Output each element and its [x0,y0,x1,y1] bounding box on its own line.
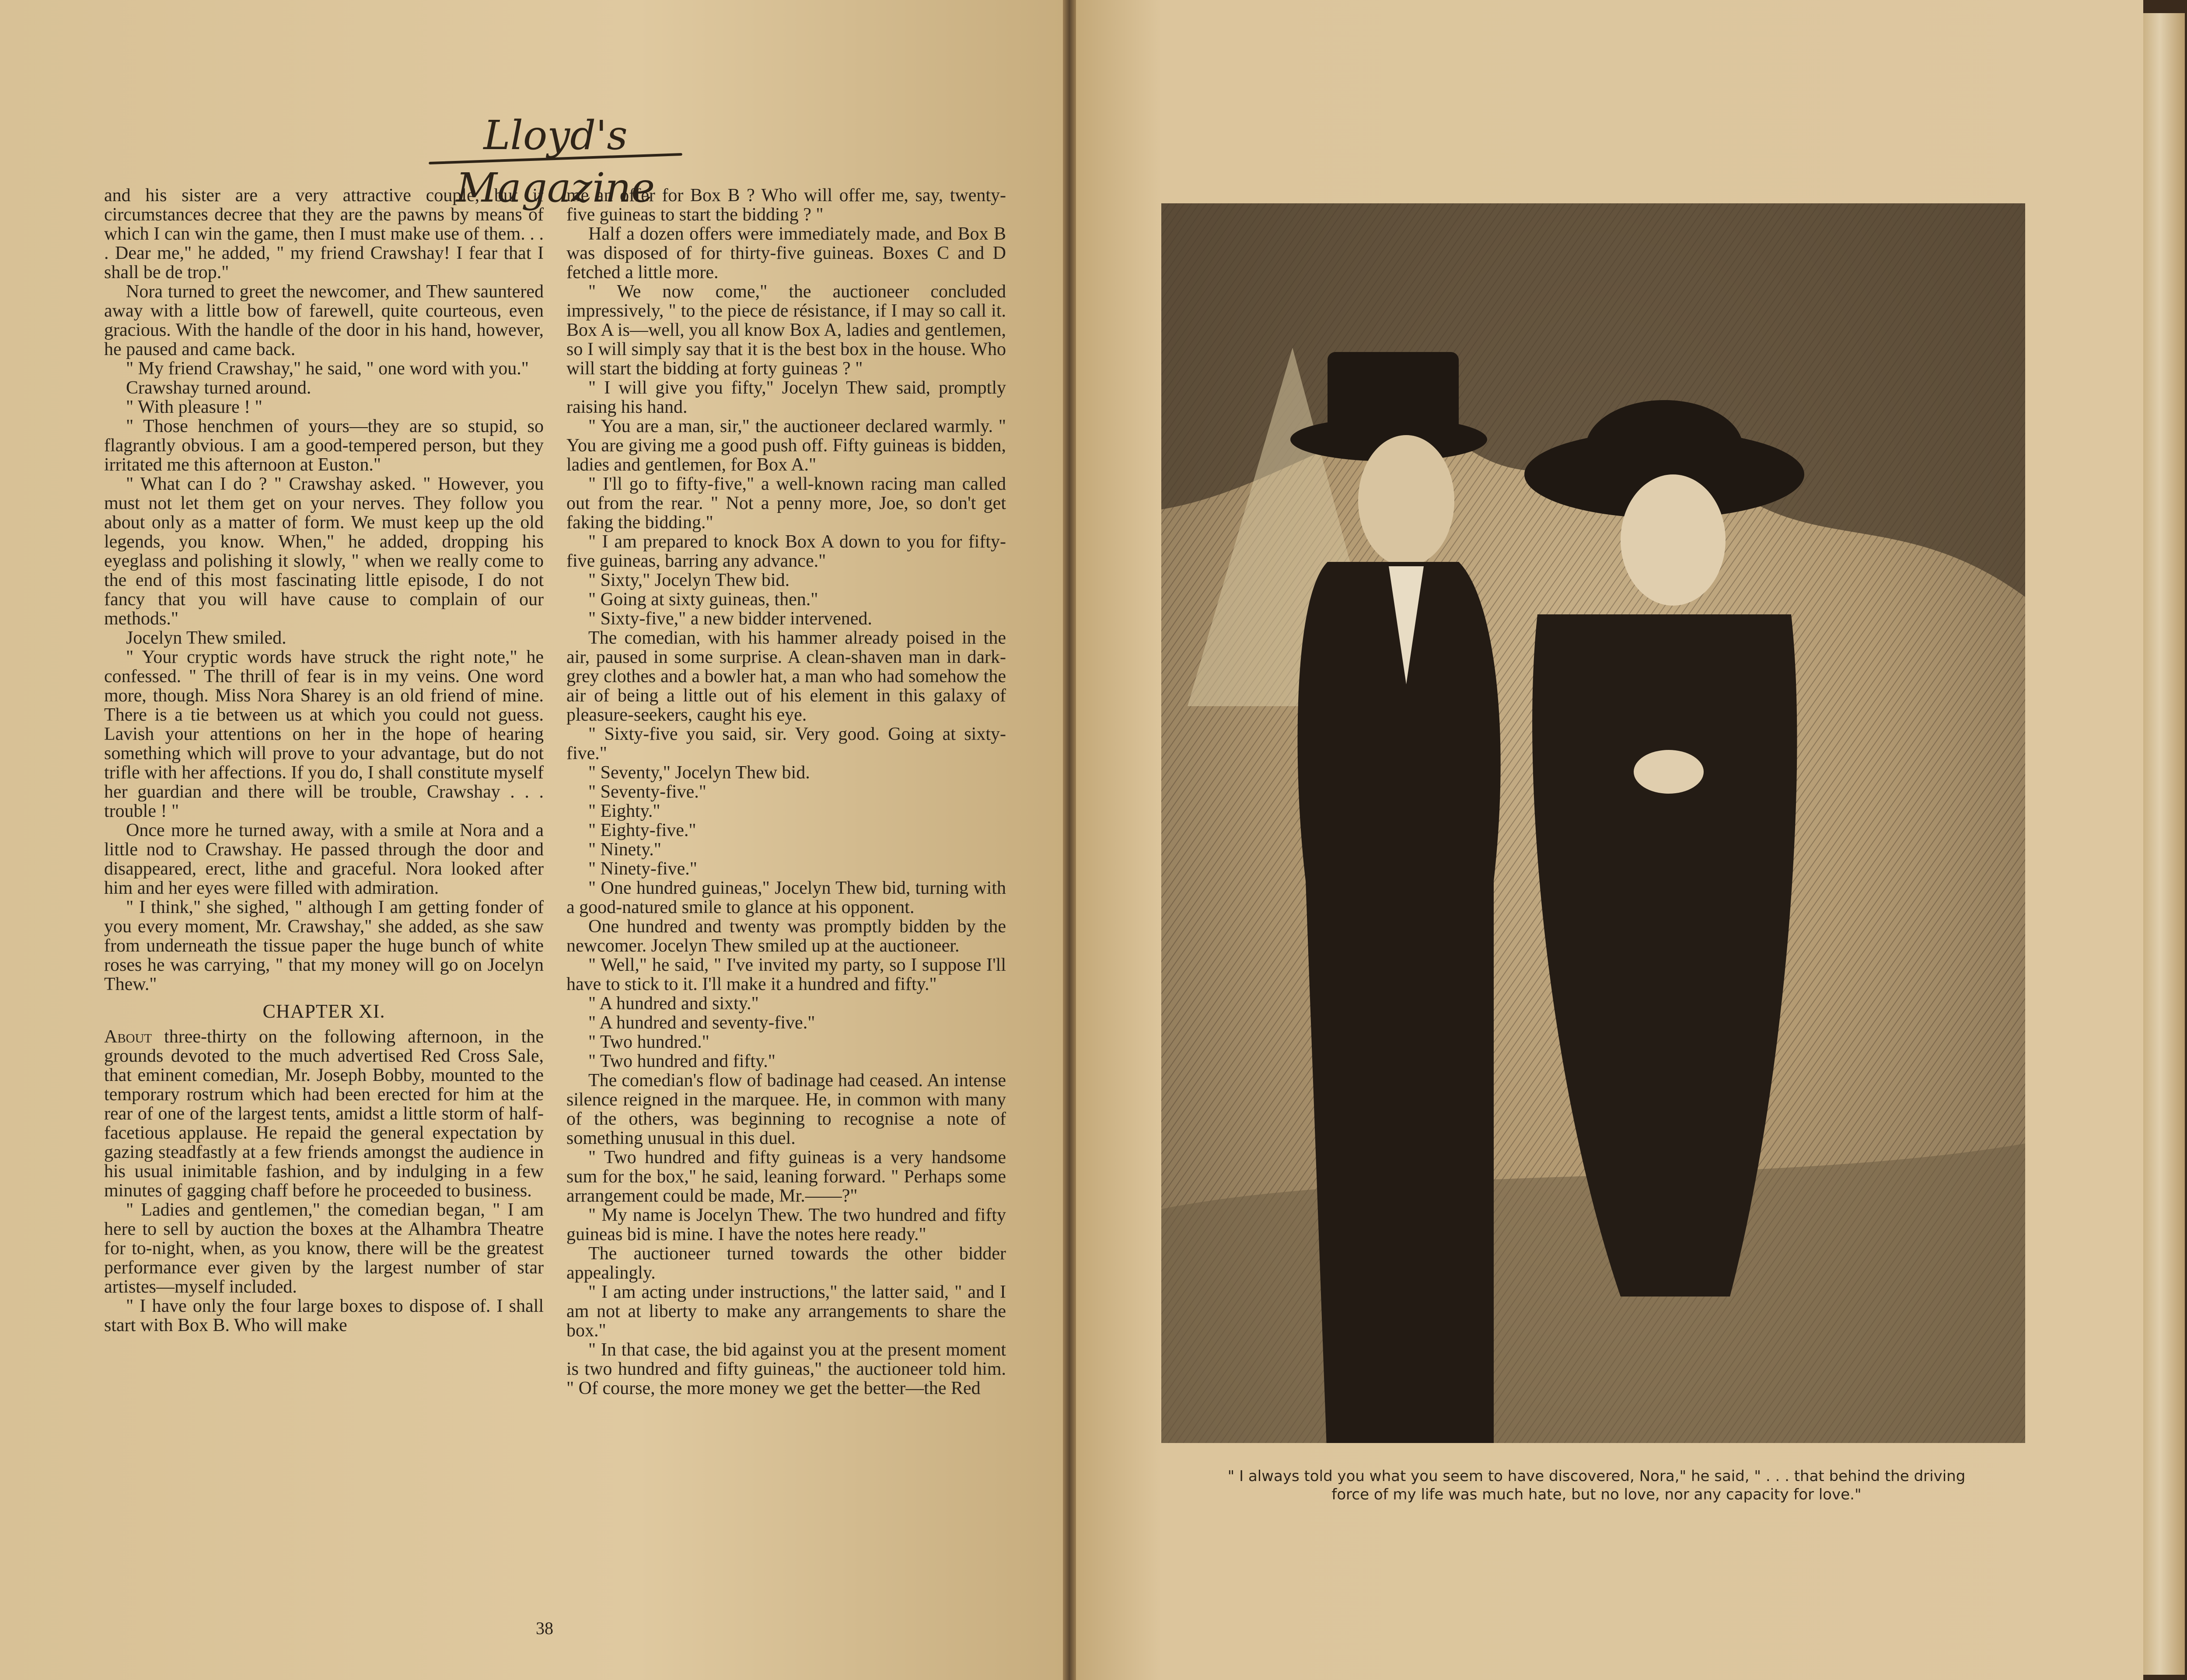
paragraph: Nora turned to greet the newcomer, and Thew sauntered away with a little bow of farewell, quite courteous, even gracious. With the handle of the door in his hand, however, he paused and came back. [104,282,544,359]
chapter-opening-paragraph [104,1027,544,1200]
illustration-caption [1181,1467,2012,1504]
page-number-left: 38 [536,1618,553,1638]
paragraph: " Your cryptic words have struck the right note," he confessed. " The thrill of fear is in my veins. One word more, though. Miss Nora Sharey is an old friend of mine. There is a tie between us at which you could not guess. Lavish your attentions on her in the hope of hearing something which will prove to your advantage, but do not trifle with her affections. If you do, I shall constitute myself her guardian and there will be trouble, Crawshay . . . trouble ! " [104,647,544,821]
text-column-2 [566,186,1006,1398]
paragraph: " Sixty," Jocelyn Thew bid. [588,570,790,590]
chapter-first-word: About [104,1027,152,1047]
paragraph: " I am acting under instructions," the latter said, " and I am not at liberty to make any arrangements to share the box." [566,1282,1006,1341]
page-edges [2143,13,2185,1675]
paragraph: " Ninety." [588,840,661,860]
paragraph: One hundred and twenty was promptly bidden by the newcomer. Jocelyn Thew smiled up at the auctioneer. [566,917,1006,956]
paragraph: " Eighty." [588,801,660,821]
caption-line-1: " I always told you what you seem to have discovered, Nora," he said, " . . . that behind the driving [1227,1467,1966,1485]
paragraph: Crawshay turned around. [126,378,311,398]
paragraph: " In that case, the bid against you at the present moment is two hundred and fifty guineas," the auctioneer told him. " Of course, the more money we get the better—the Red [566,1340,1006,1398]
paragraph: me an offer for Box B ? Who will offer me, say, twenty-five guineas to start the bidding ? " [566,185,1006,225]
chapter-opening-text: three-thirty on the following afternoon, in the grounds devoted to the much advertised Red Cross Sale, that eminent comedian, Mr. Joseph Bobby, mounted to the temporary rostrum which had been erected for him at the rear of one of the largest tents, amidst a little storm of half-facetious applause. He repaid the general expectation by gazing steadfastly at a few friends amongst the audience in his usual inimitable fashion, and by indulging in a few minutes of gagging chaff before he proceeded to business. [104,1027,544,1201]
story-illustration [1161,203,2025,1443]
paragraph: " Two hundred." [588,1032,709,1052]
paragraph: The comedian's flow of badinage had ceased. An intense silence reigned in the marquee. He, in common with many of the others, was beginning to recognise a note of something unusual in this duel. [566,1070,1006,1148]
paragraph: " Two hundred and fifty." [588,1051,776,1071]
paragraph: " Ladies and gentlemen," the comedian began, " I am here to sell by auction the boxes at the Alhambra Theatre for to-night, when, as you know, there will be the greatest performance ever given by the largest number of star artistes—myself included. [104,1200,544,1297]
paragraph: " Seventy-five." [588,782,706,802]
paragraph: " I'll go to fifty-five," a well-known racing man called out from the rear. " Not a penny more, Joe, so don't get faking the bidding." [566,474,1006,533]
paragraph: " A hundred and sixty." [588,993,759,1014]
paragraph: Once more he turned away, with a smile at Nora and a little nod to Crawshay. He passed through the door and disappeared, erect, lithe and graceful. Nora looked after him and her eyes were filled with admiration. [104,820,544,898]
paragraph: " My name is Jocelyn Thew. The two hundred and fifty guineas bid is mine. I have the notes here ready." [566,1205,1006,1244]
paragraph: " With pleasure ! " [126,397,262,417]
paragraph: " What can I do ? " Crawshay asked. " However, you must not let them get on your nerves. They follow you about only as a matter of form. We must keep up the old legends, you know. When," he added, dropping his eyeglass and polishing it slowly, " when we really come to the end of this most fascinating little episode, I do not fancy that you will have cause to complain of our methods." [104,474,544,629]
paragraph: and his sister are a very attractive couple, but if circumstances decree that they are the pawns by means of which I can win the game, then I must make use of them. . . . Dear me," he added, " my friend Crawshay! I fear that I shall be de trop." [104,185,544,282]
paragraph: " My friend Crawshay," he said, " one word with you." [126,359,529,379]
paragraph: " Well," he said, " I've invited my party, so I suppose I'll have to stick to it. I'll make it a hundred and fifty." [566,955,1006,994]
paragraph: " Going at sixty guineas, then." [588,589,818,610]
paragraph: " Sixty-five," a new bidder intervened. [588,609,872,629]
paragraph: Jocelyn Thew smiled. [126,628,286,648]
paragraph: " Those henchmen of yours—they are so stupid, so flagrantly obvious. I am a good-tempered person, but they irritated me this afternoon at Euston." [104,416,544,475]
illustration-drawing [1161,203,2025,1443]
paragraph: " Two hundred and fifty guineas is a very handsome sum for the box," he said, leaning forward. " Perhaps some arrangement could be made, Mr.——?" [566,1147,1006,1206]
paragraph: " I will give you fifty," Jocelyn Thew said, promptly raising his hand. [566,378,1006,417]
paragraph: " We now come," the auctioneer concluded impressively, " to the piece de résistance, if I may so call it. Box A is—well, you all know Box A, ladies and gentlemen, so I will simply say that it is the best box in the house. Who will start the bidding at forty guineas ? " [566,282,1006,379]
paragraph: " Seventy," Jocelyn Thew bid. [588,763,810,783]
left-page [0,0,1063,1680]
paragraph: The auctioneer turned towards the other bidder appealingly. [566,1244,1006,1283]
paragraph: " I have only the four large boxes to dispose of. I shall start with Box B. Who will make [104,1296,544,1335]
paragraph: Half a dozen offers were immediately made, and Box B was disposed of for thirty-five guineas. Boxes C and D fetched a little more. [566,224,1006,282]
text-column-1 [104,186,544,1335]
paragraph: " I am prepared to knock Box A down to you for fifty-five guineas, barring any advance." [566,532,1006,571]
binding-gutter [1063,0,1076,1680]
caption-line-2: force of my life was much hate, but no love, nor any capacity for love." [1331,1486,1862,1503]
chapter-heading: CHAPTER XI. [262,1000,385,1022]
paragraph: " Ninety-five." [588,859,697,879]
paragraph: " You are a man, sir," the auctioneer declared warmly. " You are giving me a good push off. Fifty guineas is bidden, ladies and gentlemen, for Box A." [566,416,1006,475]
paragraph: " Eighty-five." [588,820,696,840]
paragraph: The comedian, with his hammer already poised in the air, paused in some surprise. A clean-shaven man in dark-grey clothes and a bowler hat, a man who had somehow the air of being a little out of his element in this galaxy of pleasure-seekers, caught his eye. [566,628,1006,725]
masthead-logo: Lloyd's Magazine [456,112,655,211]
paragraph: " A hundred and seventy-five." [588,1013,815,1033]
paragraph: " Sixty-five you said, sir. Very good. Going at sixty-five." [566,724,1006,763]
paragraph: " I think," she sighed, " although I am getting fonder of you every moment, Mr. Crawshay," she added, as she saw from underneath the tissue paper the huge bunch of white roses he was carrying, " that my money will go on Jocelyn Thew." [104,897,544,994]
paragraph: " One hundred guineas," Jocelyn Thew bid, turning with a good-natured smile to glance at his opponent. [566,878,1006,917]
